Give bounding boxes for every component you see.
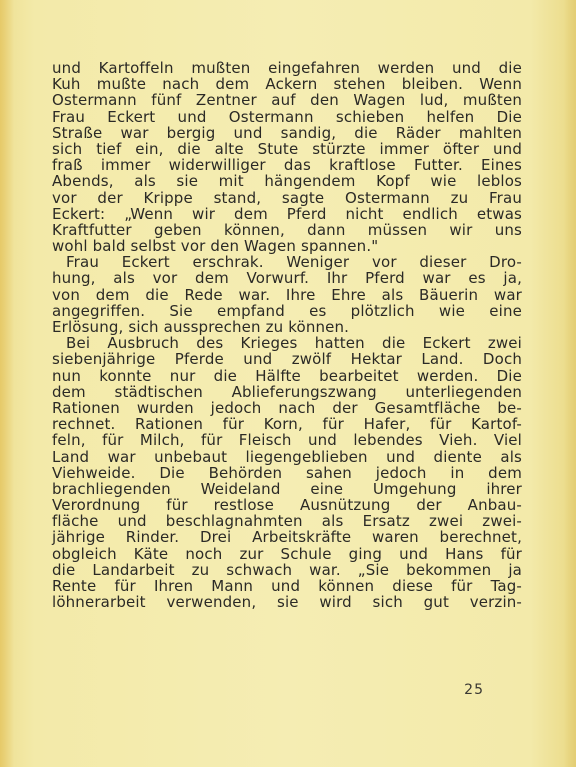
text-line: nun konnte nur die Hälfte bearbeitet werden. Die (52, 366, 522, 385)
text-line: Eckert: „Wenn wir dem Pferd nicht endlich etwas (52, 204, 522, 223)
text-line: Ostermann fünf Zentner auf den Wagen lud, mußten (52, 91, 522, 110)
text-line: fläche und beschlagnahmten als Ersatz zwei zwei- (52, 512, 522, 531)
text-line: und Kartoffeln mußten eingefahren werden und die (52, 59, 522, 77)
body-text (52, 60, 522, 610)
text-line: Bei Ausbruch des Krieges hatten die Eckert zwei (66, 334, 522, 353)
text-line: vor der Krippe stand, sagte Ostermann zu Frau (52, 188, 522, 207)
text-line: jährige Rinder. Drei Arbeitskräfte waren berechnet, (52, 528, 522, 547)
text-line: Frau Eckert und Ostermann schieben helfen Die (52, 107, 522, 126)
text-line: löhnerarbeit verwenden, sie wird sich gut verzin- (52, 593, 522, 612)
text-line: obgleich Käte noch zur Schule ging und Hans für (52, 544, 522, 563)
text-line: brachliegenden Weideland eine Umgehung ihrer (52, 479, 522, 498)
text-line: wohl bald selbst vor den Wagen spannen." (52, 237, 379, 256)
text-line: die Landarbeit zu schwach war. „Sie bekommen ja (52, 560, 522, 579)
text-line: Frau Eckert erschrak. Weniger vor dieser Dro- (66, 253, 522, 272)
text-line: angegriffen. Sie empfand es plötzlich wie eine (52, 301, 522, 320)
text-line: fraß immer widerwilliger das kraftlose Futter. Eines (52, 156, 522, 175)
text-line: von dem die Rede war. Ihre Ehre als Bäuerin war (52, 285, 522, 304)
page-right-edge (564, 0, 576, 767)
text-line: Rationen wurden jedoch nach der Gesamtfläche be- (52, 398, 522, 417)
text-line: Abends, als sie mit hängendem Kopf wie leblos (52, 172, 522, 191)
text-line: dem städtischen Ablieferungszwang unterliegenden (52, 382, 522, 401)
text-line: hung, als vor dem Vorwurf. Ihr Pferd war es ja, (52, 269, 522, 288)
text-line: feln, für Milch, für Fleisch und lebendes Vieh. Viel (52, 431, 522, 450)
text-line: Kuh mußte nach dem Ackern stehen bleiben. Wenn (52, 75, 522, 94)
text-line: Verordnung für restlose Ausnützung der Anbau- (52, 496, 522, 515)
text-line: Rente für Ihren Mann und können diese für Tag- (52, 577, 522, 595)
page-number: 25 (464, 682, 484, 698)
text-line: rechnet. Rationen für Korn, für Hafer, für Kartof- (52, 415, 522, 434)
text-line: Land war unbebaut liegengeblieben und diente als (52, 447, 522, 466)
text-line: Kraftfutter geben können, dann müssen wir uns (52, 220, 522, 239)
text-line: Viehweide. Die Behörden sahen jedoch in dem (52, 463, 522, 482)
text-line: Straße war bergig und sandig, die Räder mahlten (52, 123, 522, 142)
page-left-edge (0, 0, 14, 767)
text-line: siebenjährige Pferde und zwölf Hektar Land. Doch (52, 350, 522, 369)
text-line: sich tief ein, die alte Stute stürzte immer öfter und (52, 139, 522, 158)
text-line: Erlösung, sich aussprechen zu können. (52, 318, 350, 336)
